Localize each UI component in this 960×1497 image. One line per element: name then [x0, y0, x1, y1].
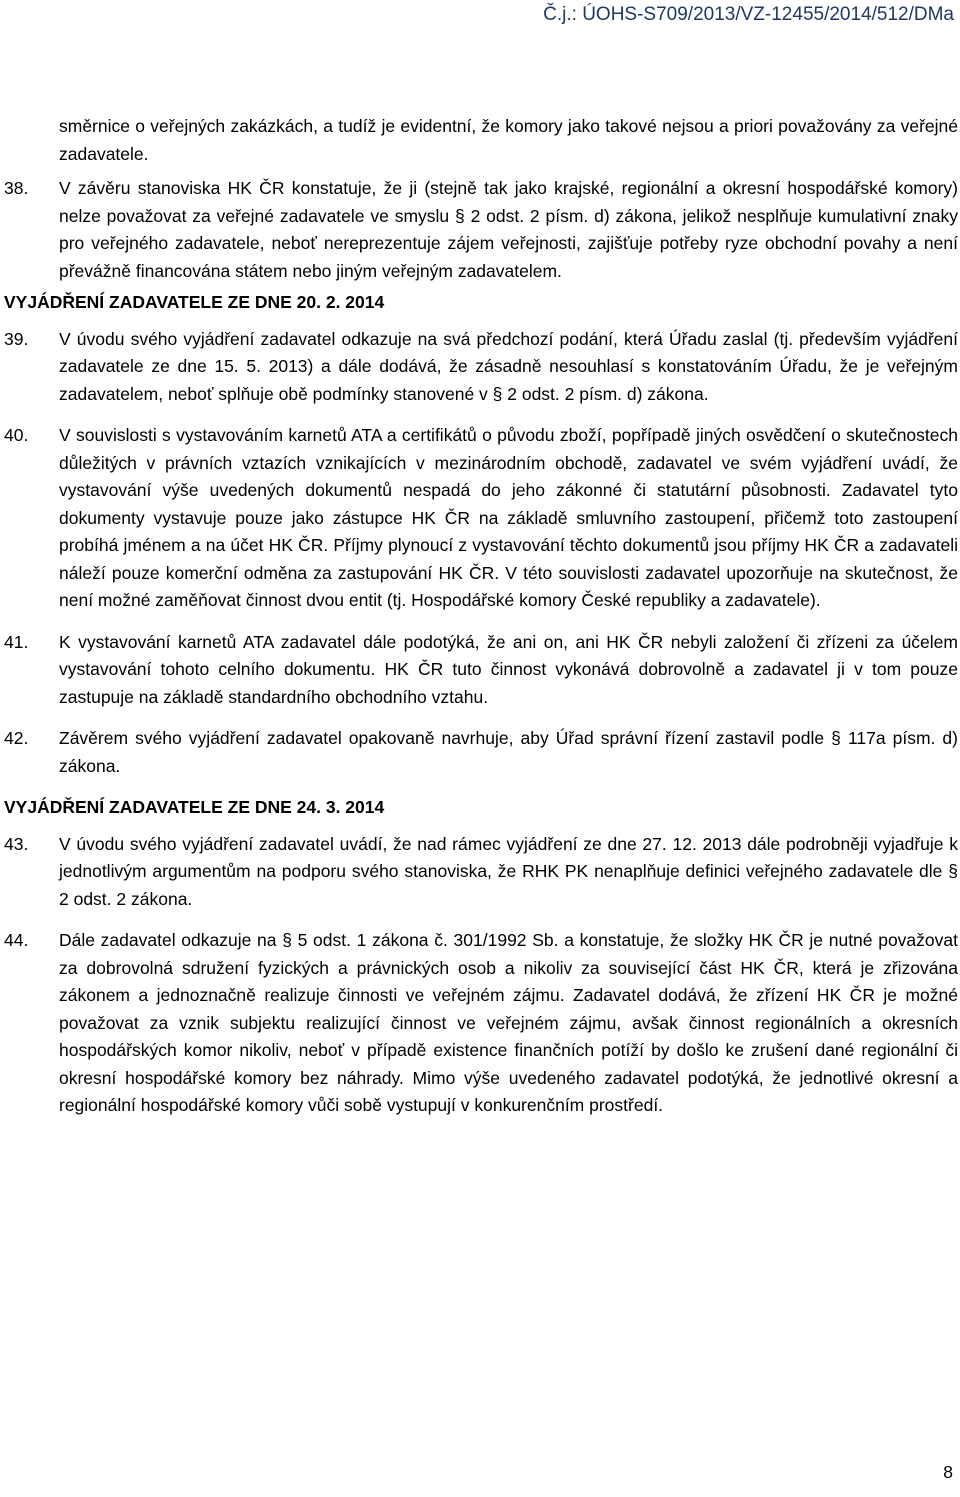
paragraph-41 — [0, 629, 958, 712]
paragraph-39 — [0, 326, 958, 409]
paragraph-text: V úvodu svého vyjádření zadavatel odkazuje na svá předchozí podání, která Úřadu zaslal (tj. především vyjádření zadavatele ze dne 15. 5. 2013) a dále dodává, že zásadně nesouhlasí s konstatováním Úřadu, že je veřejným zadavatelem, neboť splňuje obě podmínky stanovené v § 2 odst. 2 písm. d) zákona. — [59, 328, 958, 404]
paragraph-number: 41. — [4, 631, 29, 652]
paragraph-text: Závěrem svého vyjádření zadavatel opakovaně navrhuje, aby Úřad správní řízení zastavil podle § 117a písm. d) zákona. — [59, 728, 958, 776]
paragraph-43 — [0, 831, 958, 914]
paragraph-text: V závěru stanoviska HK ČR konstatuje, že ji (stejně tak jako krajské, regionální a okresní hospodářské komory) nelze považovat za veřejné zadavatele ve smyslu § 2 odst. 2 písm. d) zákona, jelikož nesplňuje kumulativní znaky pro veřejného zadavatele, neboť nereprezentuje zájem veřejnosti, zajišťuje potřeby ryze obchodní povahy a není převážně financována státem nebo jiným veřejným zadavatelem. — [59, 178, 958, 281]
document-reference-number: Č.j.: ÚOHS-S709/2013/VZ-12455/2014/512/DMa — [543, 4, 954, 25]
paragraph-37-continuation — [0, 113, 958, 168]
section-heading-20-2-2014: VYJÁDŘENÍ ZADAVATELE ZE DNE 20. 2. 2014 — [4, 292, 385, 312]
page-number: 8 — [943, 1462, 953, 1482]
paragraph-number: 39. — [4, 328, 29, 349]
paragraph-number: 44. — [4, 930, 29, 950]
paragraph-text: K vystavování karnetů ATA zadavatel dále podotýká, že ani on, ani HK ČR nebyli založení či zřízeni za účelem vystavování tohoto celního dokumentu. HK ČR tuto činnost vykonává dobrovolně a zadavatel ji v tom pouze zastupuje na základě standardního obchodního vztahu. — [59, 631, 958, 707]
paragraph-number: 40. — [4, 425, 29, 445]
paragraph-text: V úvodu svého vyjádření zadavatel uvádí, že nad rámec vyjádření ze dne 27. 12. 2013 dále podrobněji vyjadřuje k jednotlivým argumentům na podporu svého stanoviska, že RHK PK nenaplňuje definici veřejného zadavatele dle § 2 odst. 2 zákona. — [59, 833, 958, 909]
paragraph-number: 43. — [4, 833, 29, 854]
paragraph-text: Dále zadavatel odkazuje na § 5 odst. 1 zákona č. 301/1992 Sb. a konstatuje, že složky HK ČR je nutné považovat za dobrovolná sdružení fyzických a právnických osob a nikoliv za související část HK ČR, která je zřizována zákonem a jednoznačně realizuje činnosti ve veřejném zájmu. Zadavatel dodává, že zřízení HK ČR je možné považovat za vznik subjektu realizující činnost ve veřejném zájmu, avšak činnost regionálních a okresních hospodářských komor nikoliv, neboť v případě existence finančních potíží by došlo ke zrušení dané regionální či okresní hospodářské komory bez náhrady. Mimo výše uvedeného zadavatel podotýká, že jednotlivé okresní a regionální hospodářské komory vůči sobě vystupují v konkurenčním prostředí. — [59, 930, 958, 1115]
paragraph-number: 38. — [4, 178, 29, 198]
paragraph-number: 42. — [4, 728, 29, 748]
document-body — [0, 113, 958, 1120]
paragraph-text: V souvislosti s vystavováním karnetů ATA a certifikátů o původu zboží, popřípadě jiných osvědčení o skutečnostech důležitých v právních vztazích vznikajících v mezinárodním obchodě, zadavatel ve svém vyjádření uvádí, že vystavování výše uvedených dokumentů nespadá do jeho zákonné či statutární působnosti. Zadavatel tyto dokumenty vystavuje pouze jako zástupce HK ČR na základě smluvního zastoupení, přičemž toto zastoupení probíhá jménem a na účet HK ČR. Příjmy plynoucí z vystavování těchto dokumentů jsou příjmy HK ČR a zadavateli náleží pouze komerční odměna za zastupování HK ČR. V této souvislosti zadavatel upozorňuje na skutečnost, že není možné zaměňovat činnost dvou entit (tj. Hospodářské komory České republiky a zadavatele). — [59, 425, 958, 610]
paragraph-44 — [0, 927, 958, 1120]
paragraph-40 — [0, 422, 958, 615]
paragraph-38 — [0, 175, 958, 285]
section-heading-24-3-2014: VYJÁDŘENÍ ZADAVATELE ZE DNE 24. 3. 2014 — [4, 797, 385, 817]
paragraph-42 — [0, 725, 958, 780]
paragraph-text: směrnice o veřejných zakázkách, a tudíž je evidentní, že komory jako takové nejsou a priori považovány za veřejné zadavatele. — [59, 116, 958, 164]
